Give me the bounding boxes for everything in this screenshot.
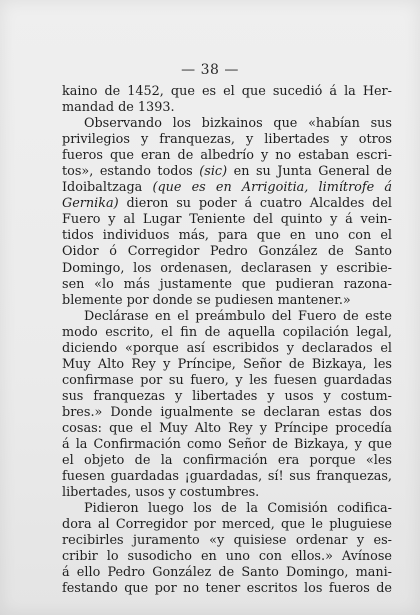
text-line: Domingo, los ordenasen, declarasen y escribie- xyxy=(62,260,392,276)
text-line: libertades, usos y costumbres. xyxy=(62,485,260,501)
text-line: el objeto de la confirmación era porque «les xyxy=(62,453,392,469)
text-line: Idoibaltzaga (que es en Arrigoitia, limítrofe á xyxy=(62,180,392,196)
text-line: bres.» Donde igualmente se declaran estas dos xyxy=(62,404,392,420)
text-line: dora al Corregidor por merced, que le pluguiese xyxy=(62,517,392,533)
text-line: recibirles juramento «y quisiese ordenar y es- xyxy=(62,533,392,549)
text-line: Pidieron luego los de la Comisión codifica- xyxy=(84,501,392,517)
text-line: á ello Pedro González de Santo Domingo, mani- xyxy=(62,565,392,581)
text-line: Oidor ó Corregidor Pedro González de Santo xyxy=(62,244,392,260)
text-line: á la Confirmación como Señor de Bizkaya, y que xyxy=(62,437,392,453)
text-line: blemente por donde se pudiesen mantener.» xyxy=(62,292,351,308)
text-line: sen «lo más justamente que pudieran razona- xyxy=(62,276,392,292)
text-line: kaino de 1452, que es el que sucedió á la Her- xyxy=(62,84,392,99)
text-line: Fuero y al Lugar Teniente del quinto y á vein- xyxy=(62,212,392,228)
text-line: tidos individuos más, para que en uno con el xyxy=(62,228,392,244)
text-line: sus franquezas y libertades y usos y costum- xyxy=(62,388,392,404)
text-line: Gernika) dieron su poder á cuatro Alcaldes del xyxy=(62,196,392,212)
text-line: Muy Alto Rey y Príncipe, Señor de Bizkaya, les xyxy=(62,356,392,372)
text-line: fueros que eran de albedrío y no estaban escri- xyxy=(62,148,392,164)
body-text xyxy=(62,84,392,598)
page-number: — 38 — xyxy=(181,62,239,78)
text-line: modo escrito, el fin de aquella copilación legal, xyxy=(62,324,392,340)
text-line: diciendo «porque así escribidos y declarados el xyxy=(62,340,392,356)
text-line: tos», estando todos (sic) en su Junta General de xyxy=(62,164,392,180)
text-line: privilegios y franquezas, y libertades y otros xyxy=(62,132,392,148)
text-line: Observando los bizkainos que «habían sus xyxy=(84,116,392,132)
text-line: mandad de 1393. xyxy=(62,100,175,116)
text-line: cribir lo susodicho en uno con ellos.» Avínose xyxy=(62,549,392,565)
text-line: confirmase por su fuero, y les fuesen guardadas xyxy=(62,372,392,388)
text-line: cosas: que el Muy Alto Rey y Príncipe procedía xyxy=(62,420,392,436)
text-line: fuesen guardadas ¡guardadas, sí! sus franquezas, xyxy=(62,469,392,485)
text-line: festando que por no tener escritos los fueros de xyxy=(62,581,392,597)
text-line: Declárase en el preámbulo del Fuero de este xyxy=(84,308,392,324)
